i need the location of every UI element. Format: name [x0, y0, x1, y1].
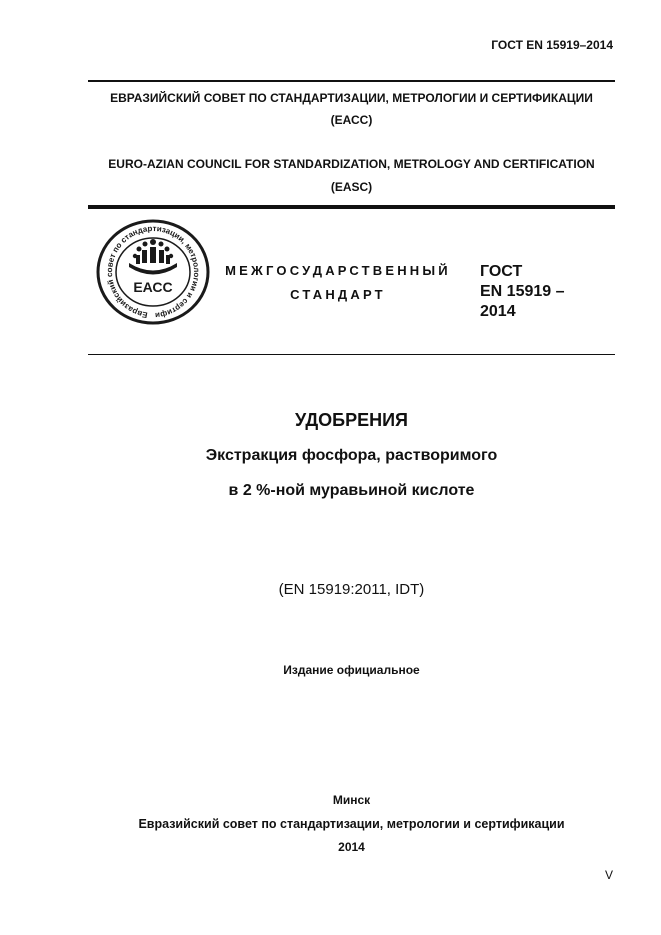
publication-year: 2014	[338, 840, 365, 854]
page-number: V	[604, 868, 613, 882]
gost-designation	[480, 262, 565, 322]
council-abbr-en: (EASC)	[330, 180, 373, 194]
document-title: УДОБРЕНИЯ	[295, 410, 408, 430]
publication-city: Минск	[332, 793, 371, 807]
seal-center-text: ЕАСС	[133, 279, 173, 295]
standard-identity: (EN 15919:2011, IDT)	[278, 581, 425, 598]
seal-ring-text: Евразийский совет по стандартизации, метрологии и сертифи	[104, 223, 202, 320]
standard-type-line2: СТАНДАРТ	[290, 287, 386, 302]
publisher-name: Евразийский совет по стандартизации, метрологии и сертификации	[138, 817, 565, 831]
eacc-seal-icon	[95, 218, 211, 326]
gost-line1: ГОСТ	[480, 263, 523, 280]
standard-type-line1: МЕЖГОСУДАРСТВЕННЫЙ	[225, 263, 451, 278]
gost-line3: 2014	[480, 303, 516, 320]
lower-rule	[88, 354, 615, 355]
gost-line2: EN 15919 –	[480, 283, 565, 300]
document-subtitle-line1: Экстракция фосфора, растворимого	[205, 447, 498, 464]
document-code: ГОСТ EN 15919–2014	[491, 38, 613, 52]
standard-type	[214, 259, 462, 307]
edition-label: Издание официальное	[283, 663, 420, 677]
council-name-en: EURO-AZIAN COUNCIL FOR STANDARDIZATION, METROLOGY AND CERTIFICATION	[108, 157, 595, 171]
top-rule	[88, 80, 615, 82]
thick-rule	[88, 205, 615, 209]
document-subtitle-line2: в 2 %-ной муравьиной кислоте	[228, 482, 475, 499]
council-name-ru: ЕВРАЗИЙСКИЙ СОВЕТ ПО СТАНДАРТИЗАЦИИ, МЕТРОЛОГИИ И СЕРТИФИКАЦИИ	[110, 91, 593, 105]
council-abbr-ru: (ЕАСС)	[330, 113, 373, 127]
